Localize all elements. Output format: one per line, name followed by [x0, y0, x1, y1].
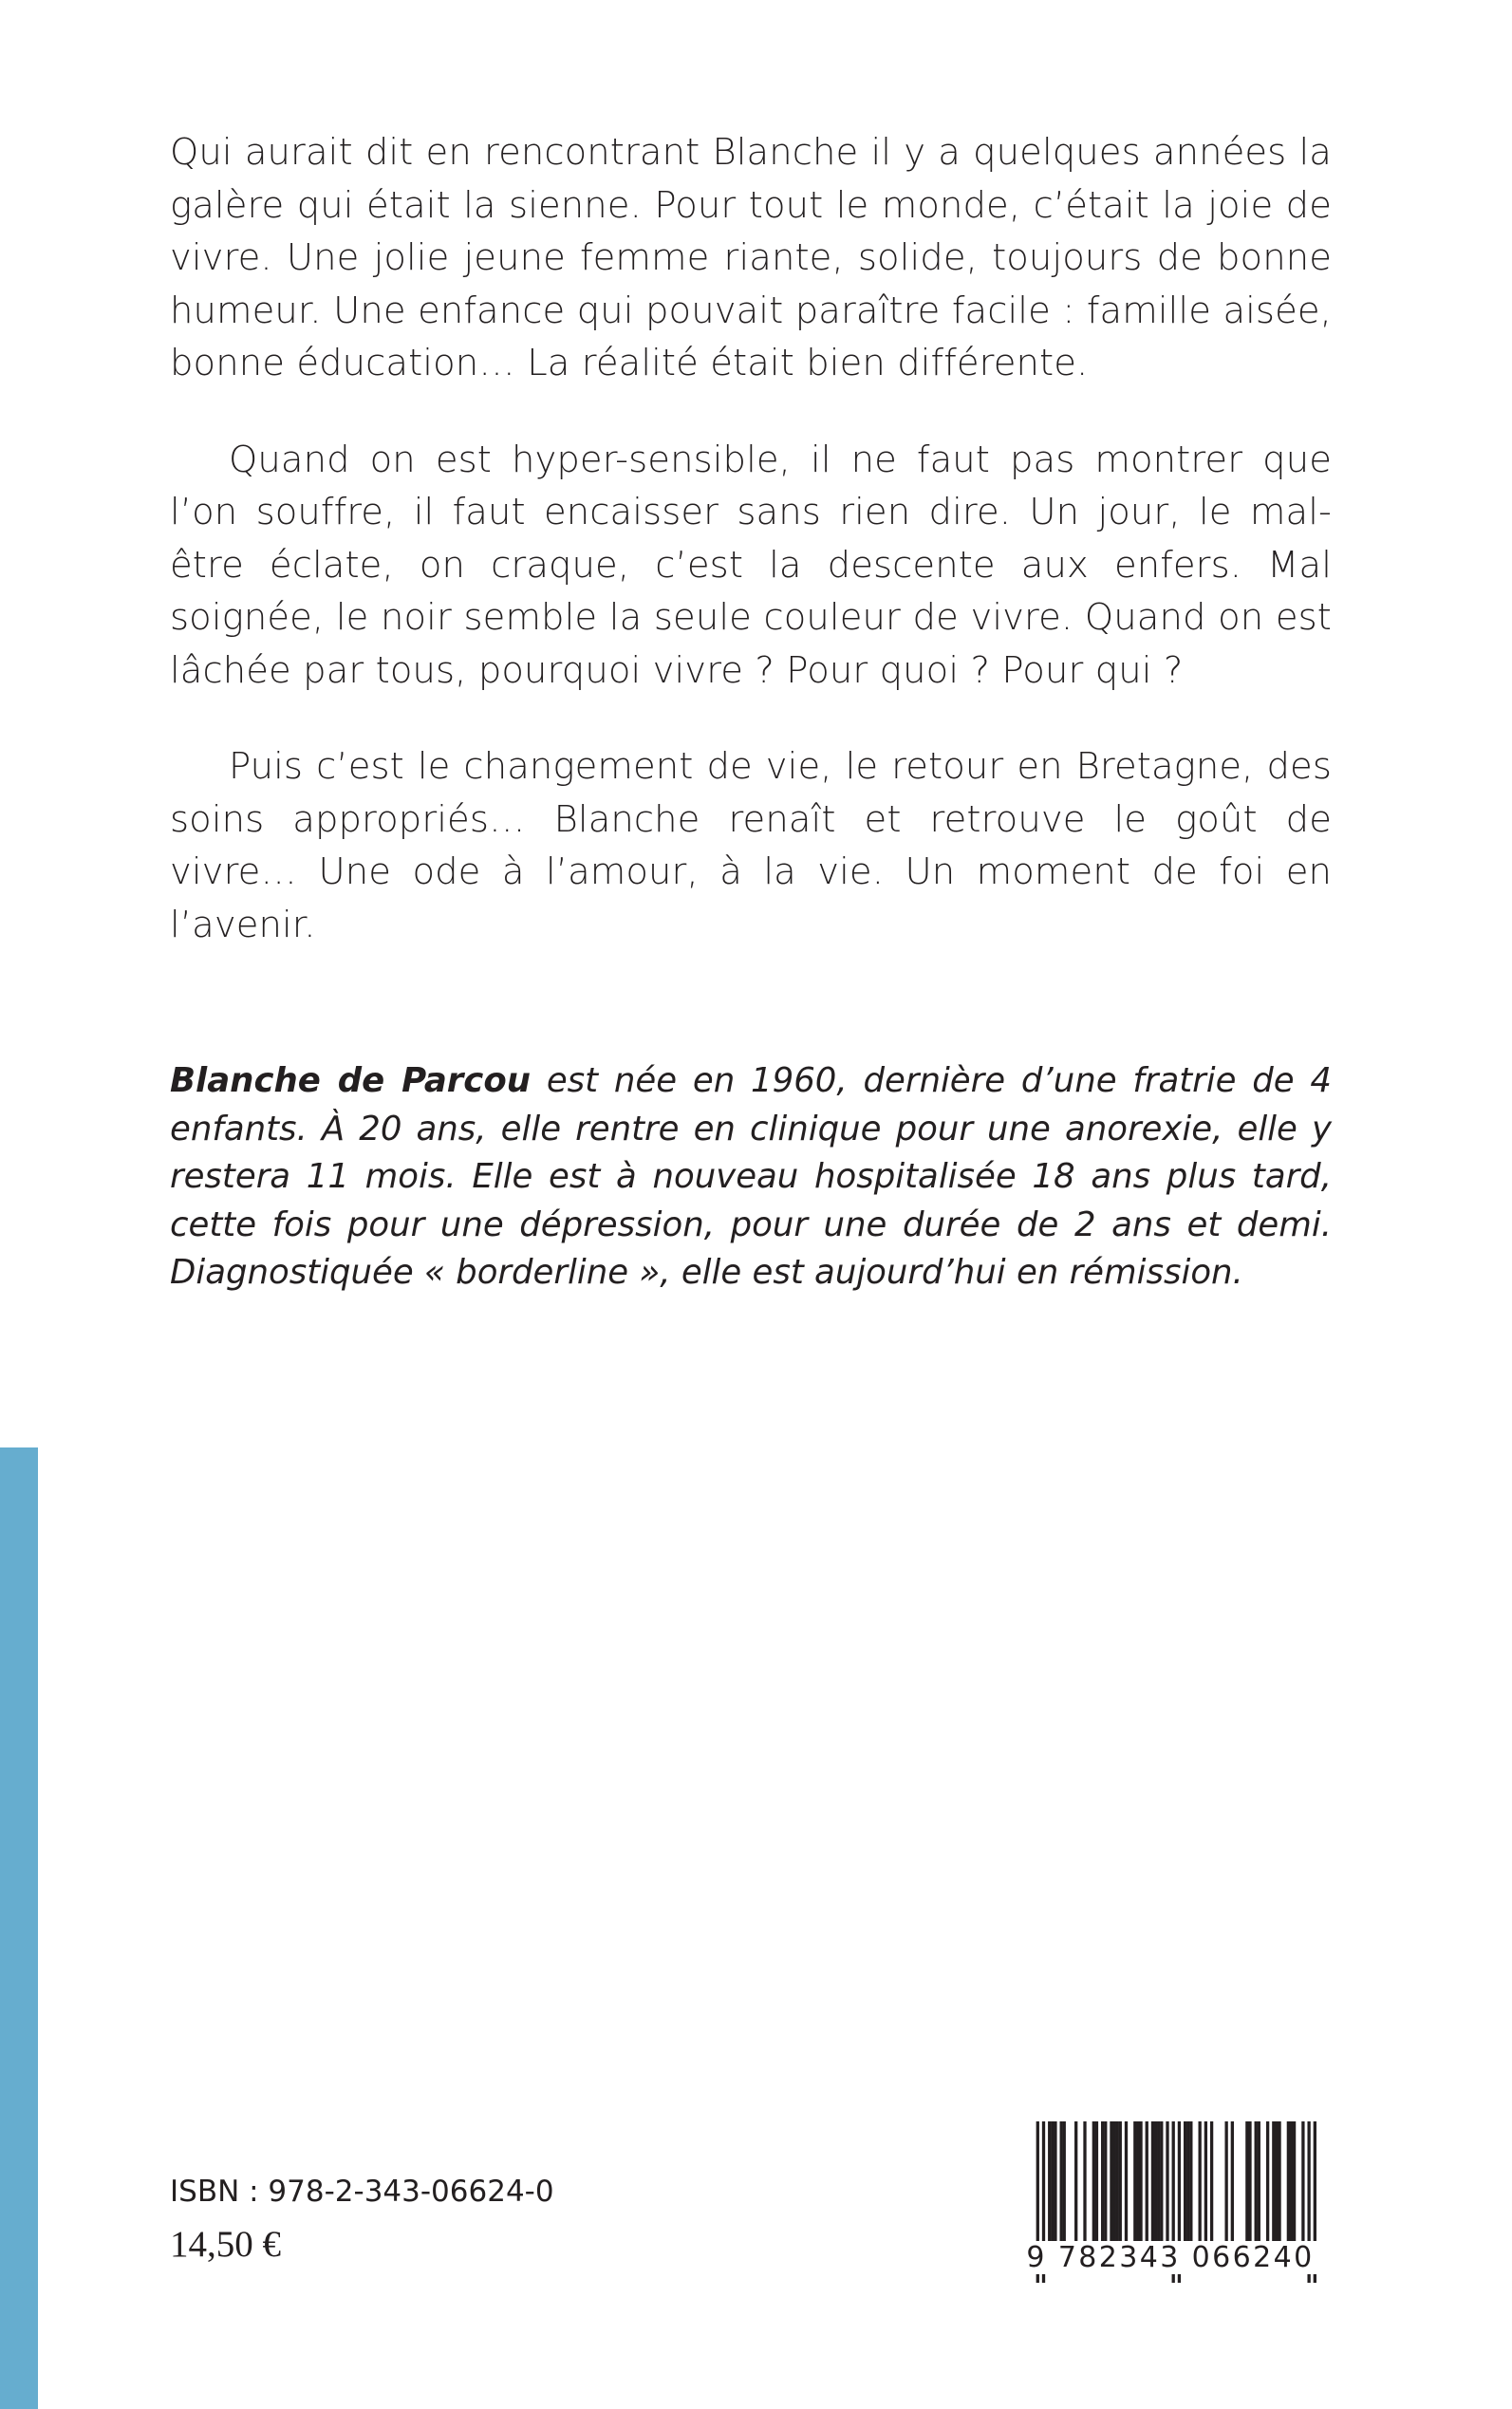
author-bio-paragraph [170, 1057, 1332, 1298]
blurb-paragraph-2: Quand on est hyper-sensible, il ne faut pas montrer que l’on souffre, il faut encaisser sans rien dire. Un jour, le mal-être éclate, on craque, c’est la descente aux enfers. Mal soignée, le noir semble la seule couleur de vivre. Quand on est lâchée par tous, pourquoi vivre ? Pour quoi ? Pour qui ? [170, 438, 1332, 692]
barcode-bar [1186, 2121, 1189, 2243]
spine-color-band [0, 1447, 38, 2409]
barcode-bar [1136, 2121, 1139, 2243]
barcode-bar [1245, 2121, 1248, 2243]
barcode-bar [1048, 2121, 1051, 2243]
barcode-bar [1255, 2121, 1258, 2243]
barcode-bar [1184, 2121, 1186, 2243]
barcode-bar [1119, 2121, 1122, 2243]
barcode-bar [1199, 2121, 1202, 2243]
barcode-bar [1054, 2121, 1056, 2243]
barcode-bar [1248, 2121, 1251, 2243]
author-bio-text: est née en 1960, dernière d’une fratrie de 4 enfants. À 20 ans, elle rentre en clinique pour une anorexie, elle y restera 11 mois. Elle est à nouveau hospitalisée 18 ans plus tard, cette fois pour une dépression, pour une durée de 2 ans et demi. Diagnostiquée « borderline », elle est aujourd’hui en rémission. [170, 1061, 1332, 1292]
barcode-bar [1104, 2121, 1107, 2243]
barcode-bar [1204, 2121, 1207, 2243]
barcode-bar [1266, 2121, 1269, 2243]
back-cover-blurb [170, 126, 1332, 951]
author-name: Blanche de Parcou [170, 1061, 532, 1100]
barcode-bar [1154, 2121, 1157, 2243]
barcode-bar [1157, 2121, 1160, 2243]
barcode-bar [1116, 2121, 1119, 2243]
barcode-digits: 9 782343 066240 [1018, 2241, 1322, 2274]
barcode-bar [1278, 2121, 1280, 2243]
barcode-bar [1060, 2121, 1063, 2243]
barcode-bar [1139, 2121, 1142, 2243]
barcode-bar [1210, 2121, 1213, 2243]
barcode-bar [1151, 2121, 1154, 2243]
barcode-bar [1146, 2121, 1148, 2243]
blurb-paragraph-1: Qui aurait dit en rencontrant Blanche il y a quelques années la galère qui était la sienne. Pour tout le monde, c’était la joie de vivre. Une jolie jeune femme riante, solide, toujours de bonne humeur. Une enfance qui pouvait paraître facile : famille aisée, bonne éducation… La réalité était bien différente. [170, 131, 1332, 384]
barcode-bar [1092, 2121, 1095, 2243]
barcode-bar [1095, 2121, 1098, 2243]
barcode-bar [1293, 2121, 1296, 2243]
barcode-bar [1063, 2121, 1066, 2243]
barcode-bar [1112, 2121, 1115, 2243]
barcode-bar [1160, 2121, 1163, 2243]
barcode-bar [1074, 2121, 1077, 2243]
barcode-bar [1290, 2121, 1293, 2243]
barcode-bar [1051, 2121, 1054, 2243]
barcode-bar [1133, 2121, 1136, 2243]
isbn-label: ISBN : 978-2-343-06624-0 [170, 2175, 554, 2209]
barcode-bar [1301, 2121, 1304, 2243]
barcode-bar [1101, 2121, 1104, 2243]
price-label: 14,50 € [170, 2224, 281, 2265]
barcode-bar [1231, 2121, 1234, 2243]
barcode-bar [1224, 2121, 1227, 2243]
barcode-bar [1275, 2121, 1278, 2243]
barcode-bar [1083, 2121, 1086, 2243]
barcode-bar [1110, 2121, 1112, 2243]
barcode-bar [1125, 2121, 1128, 2243]
barcode-bar [1258, 2121, 1260, 2243]
barcode-bar [1287, 2121, 1290, 2243]
barcode-bar [1166, 2121, 1168, 2243]
author-bio [170, 1057, 1332, 1298]
blurb-paragraph-3: Puis c’est le changement de vie, le retour en Bretagne, des soins appropriés… Blanche renaît et retrouve le goût de vivre… Une ode à l’amour, à la vie. Un moment de foi en l’avenir. [170, 745, 1332, 946]
barcode-bar [1272, 2121, 1275, 2243]
barcode-bar [1189, 2121, 1192, 2243]
